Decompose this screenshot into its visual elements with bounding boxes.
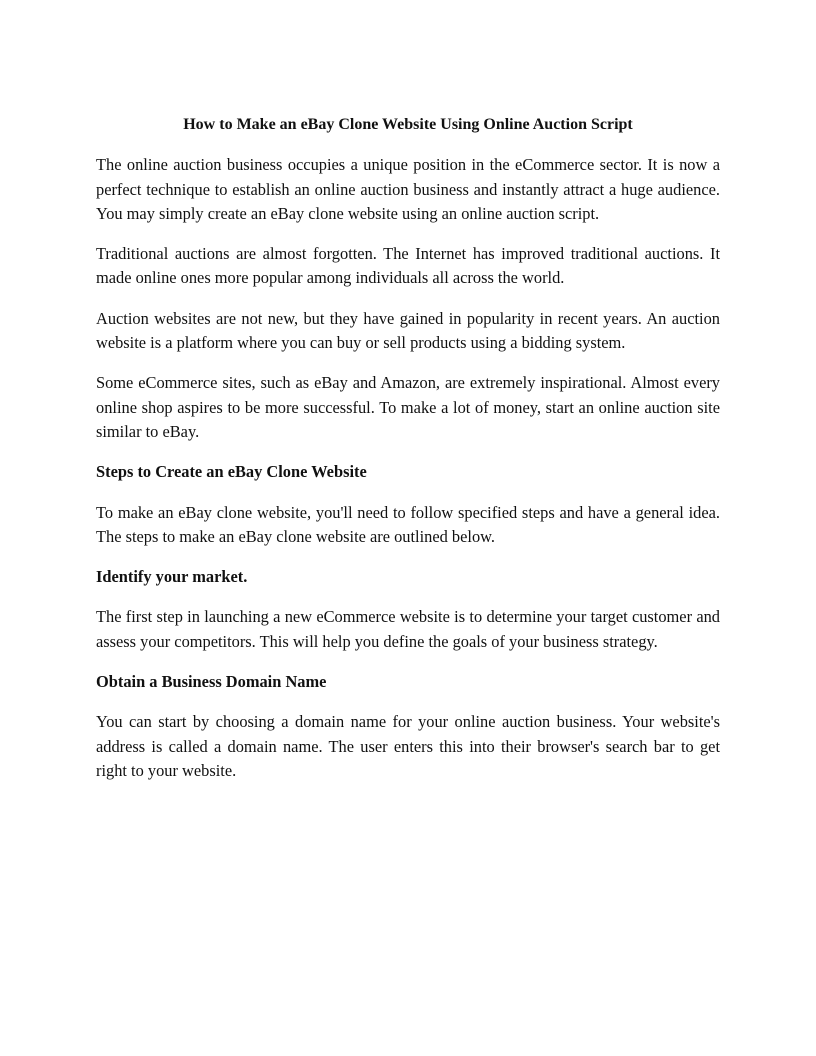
document-content — [96, 113, 720, 783]
paragraph-traditional-auctions: Traditional auctions are almost forgotten. The Internet has improved traditional auctions. It made online ones more popular among individuals all across the world. — [96, 244, 720, 288]
heading-identify-market: Identify your market. — [96, 567, 248, 587]
paragraph-auction-websites: Auction websites are not new, but they have gained in popularity in recent years. An auction website is a platform where you can buy or sell products using a bidding system. — [96, 308, 720, 353]
paragraph-domain-name: You can start by choosing a domain name for your online auction business. Your website's address is called a domain name. The user enters this into their browser's search bar to get right to your website. — [96, 712, 720, 780]
paragraph-identify-market: The first step in launching a new eCommerce website is to determine your target customer and assess your competitors. This will help you define the goals of your business strategy. — [96, 607, 720, 651]
paragraph-intro: The online auction business occupies a unique position in the eCommerce sector. It is now a perfect technique to establish an online auction business and instantly attract a huge audience. You may simply create an eBay clone website using an online auction script. — [96, 155, 720, 223]
paragraph-ecommerce-sites: Some eCommerce sites, such as eBay and Amazon, are extremely inspirational. Almost every online shop aspires to be more successful. To make a lot of money, start an online auction site similar to eBay. — [96, 373, 720, 441]
heading-steps: Steps to Create an eBay Clone Website — [96, 462, 367, 482]
heading-domain-name: Obtain a Business Domain Name — [96, 672, 327, 692]
document-title: How to Make an eBay Clone Website Using Online Auction Script — [183, 116, 633, 133]
paragraph-steps-intro: To make an eBay clone website, you'll need to follow specified steps and have a general idea. The steps to make an eBay clone website are outlined below. — [96, 502, 720, 546]
